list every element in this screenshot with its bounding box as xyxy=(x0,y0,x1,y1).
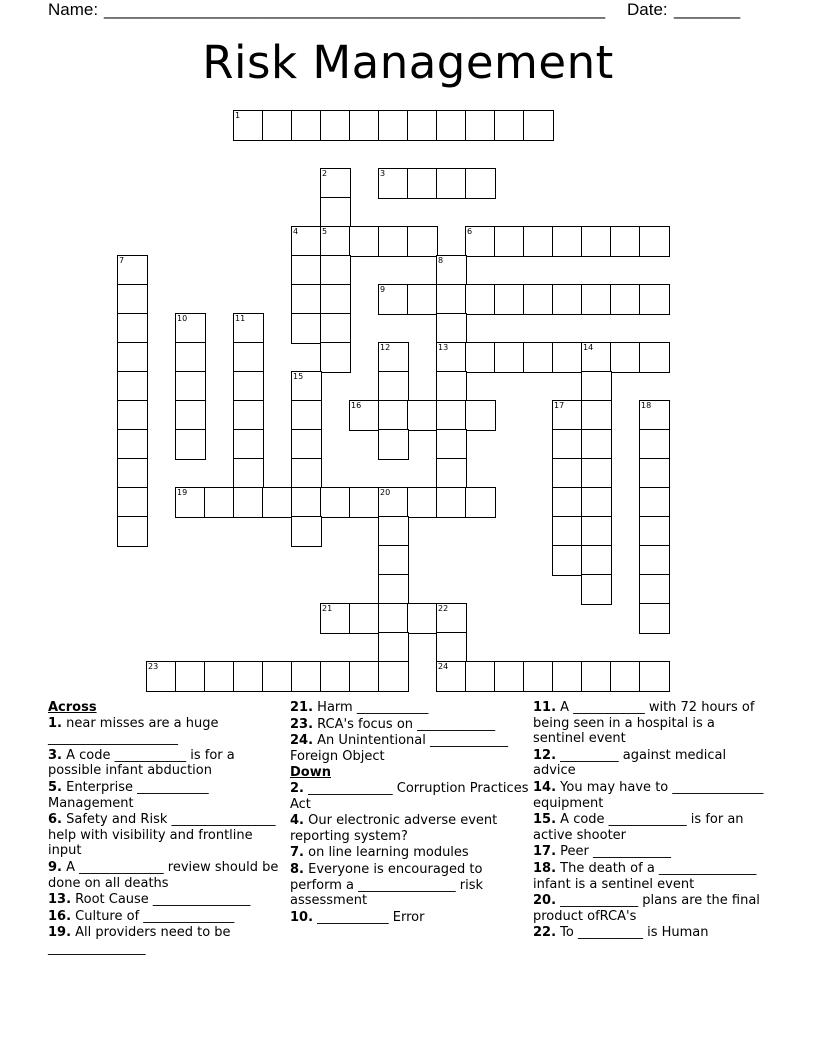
grid-cell[interactable] xyxy=(291,429,322,460)
grid-cell[interactable] xyxy=(378,603,409,634)
grid-cell[interactable] xyxy=(349,603,380,634)
grid-cell[interactable] xyxy=(436,400,467,431)
clue-number: 3 xyxy=(380,169,386,178)
grid-cell[interactable] xyxy=(291,487,322,518)
clue-item-number: 16. xyxy=(48,908,72,924)
clue-number: 16 xyxy=(351,401,362,410)
clue-item-number: 9. xyxy=(48,859,62,875)
clues-column-3 xyxy=(533,700,765,942)
grid-cell[interactable] xyxy=(175,429,206,460)
grid-cell[interactable] xyxy=(465,342,496,373)
grid-cell[interactable] xyxy=(552,284,583,315)
grid-cell[interactable] xyxy=(639,458,670,489)
clue-item xyxy=(533,844,765,860)
grid-cell[interactable] xyxy=(320,603,351,634)
grid-cell[interactable] xyxy=(436,661,467,692)
clue-item xyxy=(48,716,288,747)
grid-cell[interactable] xyxy=(494,110,525,141)
clues-column-1 xyxy=(48,700,288,958)
clue-item-text: _____________ Corruption Practices Act xyxy=(290,780,529,812)
grid-cell[interactable] xyxy=(117,371,148,402)
clue-item-text: Harm ___________ xyxy=(313,700,429,715)
clue-number: 4 xyxy=(293,227,299,236)
grid-cell[interactable] xyxy=(552,226,583,257)
grid-cell[interactable] xyxy=(378,342,409,373)
grid-cell[interactable] xyxy=(581,284,612,315)
grid-cell[interactable] xyxy=(581,226,612,257)
grid-cell[interactable] xyxy=(465,110,496,141)
clue-number: 18 xyxy=(641,401,652,410)
clues-column-2 xyxy=(290,700,530,926)
clue-number: 17 xyxy=(554,401,565,410)
grid-cell[interactable] xyxy=(465,661,496,692)
grid-cell[interactable] xyxy=(233,400,264,431)
clue-item xyxy=(533,780,765,811)
grid-cell[interactable] xyxy=(378,545,409,576)
clue-number: 19 xyxy=(177,488,188,497)
clue-item-text: A _____________ review should be done on all deaths xyxy=(48,859,279,891)
grid-cell[interactable] xyxy=(320,226,351,257)
clue-item-number: 4. xyxy=(290,813,304,829)
grid-cell[interactable] xyxy=(175,342,206,373)
grid-cell[interactable] xyxy=(610,284,641,315)
grid-cell[interactable] xyxy=(233,313,264,344)
across-clue-list xyxy=(48,716,288,957)
grid-cell[interactable] xyxy=(465,168,496,199)
grid-cell[interactable] xyxy=(262,661,293,692)
grid-cell[interactable] xyxy=(349,487,380,518)
grid-cell[interactable] xyxy=(233,429,264,460)
grid-cell[interactable] xyxy=(291,516,322,547)
grid-cell[interactable] xyxy=(523,342,554,373)
clue-number: 5 xyxy=(322,227,328,236)
clue-item-number: 14. xyxy=(533,779,557,795)
clue-item xyxy=(533,700,765,747)
grid-cell[interactable] xyxy=(581,458,612,489)
clue-item-number: 13. xyxy=(48,892,72,908)
grid-cell[interactable] xyxy=(436,284,467,315)
grid-cell[interactable] xyxy=(465,284,496,315)
clue-item-text: _________ against medical advice xyxy=(533,747,727,779)
down-heading: Down xyxy=(290,765,331,781)
clue-item xyxy=(48,925,288,956)
clue-item-text: Our electronic adverse event reporting system? xyxy=(290,813,498,844)
grid-cell[interactable] xyxy=(407,284,438,315)
clue-number: 9 xyxy=(380,285,386,294)
clue-item xyxy=(48,860,288,891)
page-title: Risk Management xyxy=(202,36,614,89)
clue-item-text: An Unintentional ____________ Foreign Object xyxy=(290,733,508,764)
grid-cell[interactable] xyxy=(523,110,554,141)
grid-cell[interactable] xyxy=(639,516,670,547)
grid-cell[interactable] xyxy=(378,661,409,692)
clue-item-number: 6. xyxy=(48,812,62,828)
grid-cell[interactable] xyxy=(581,516,612,547)
clue-number: 23 xyxy=(148,662,159,671)
grid-cell[interactable] xyxy=(175,661,206,692)
grid-cell[interactable] xyxy=(378,371,409,402)
clue-item xyxy=(48,780,288,811)
clue-item-text: ____________ plans are the final product ofRCA's xyxy=(533,893,760,924)
grid-cell[interactable] xyxy=(233,110,264,141)
clue-item-text: A code ____________ is for an active shooter xyxy=(533,812,744,843)
grid-cell[interactable] xyxy=(465,226,496,257)
grid-cell[interactable] xyxy=(175,487,206,518)
grid-cell[interactable] xyxy=(378,226,409,257)
grid-cell[interactable] xyxy=(117,342,148,373)
down-clue-list xyxy=(290,781,530,925)
grid-cell[interactable] xyxy=(233,371,264,402)
grid-cell[interactable] xyxy=(436,371,467,402)
grid-cell[interactable] xyxy=(581,342,612,373)
grid-cell[interactable] xyxy=(320,313,351,344)
grid-cell[interactable] xyxy=(349,226,380,257)
grid-cell[interactable] xyxy=(494,661,525,692)
grid-cell[interactable] xyxy=(465,400,496,431)
grid-cell[interactable] xyxy=(436,168,467,199)
grid-cell[interactable] xyxy=(436,313,467,344)
grid-cell[interactable] xyxy=(117,458,148,489)
grid-cell[interactable] xyxy=(291,226,322,257)
grid-cell[interactable] xyxy=(436,487,467,518)
clue-item-number: 10. xyxy=(290,909,314,925)
grid-cell[interactable] xyxy=(523,226,554,257)
grid-cell[interactable] xyxy=(523,284,554,315)
grid-cell[interactable] xyxy=(291,284,322,315)
grid-cell[interactable] xyxy=(291,661,322,692)
clue-item-text: Culture of ______________ xyxy=(71,908,235,924)
grid-cell[interactable] xyxy=(320,255,351,286)
clue-number: 11 xyxy=(235,314,246,323)
grid-cell[interactable] xyxy=(262,487,293,518)
clue-item xyxy=(290,813,530,844)
clue-item xyxy=(290,733,530,764)
clue-item xyxy=(48,892,288,908)
grid-cell[interactable] xyxy=(320,110,351,141)
clue-item-number: 11. xyxy=(533,700,557,715)
grid-cell[interactable] xyxy=(552,545,583,576)
grid-cell[interactable] xyxy=(233,661,264,692)
clue-number: 21 xyxy=(322,604,333,613)
clue-item-text: Peer ____________ xyxy=(556,844,672,860)
clue-item-text: Enterprise ___________ Management xyxy=(48,779,209,811)
grid-cell[interactable] xyxy=(291,458,322,489)
grid-cell[interactable] xyxy=(320,342,351,373)
grid-cell[interactable] xyxy=(581,487,612,518)
clue-item-number: 20. xyxy=(533,893,557,909)
grid-cell[interactable] xyxy=(117,313,148,344)
clue-number: 1 xyxy=(235,111,241,120)
across-heading: Across xyxy=(48,700,97,715)
grid-cell[interactable] xyxy=(291,371,322,402)
grid-cell[interactable] xyxy=(117,487,148,518)
grid-cell[interactable] xyxy=(552,516,583,547)
clue-item xyxy=(290,781,530,812)
grid-cell[interactable] xyxy=(436,429,467,460)
grid-cell[interactable] xyxy=(407,400,438,431)
grid-cell[interactable] xyxy=(146,661,177,692)
grid-cell[interactable] xyxy=(204,661,235,692)
clue-item-text: RCA's focus on ____________ xyxy=(313,716,496,732)
clue-item xyxy=(48,748,288,779)
clue-number: 7 xyxy=(119,256,125,265)
grid-cell[interactable] xyxy=(204,487,235,518)
grid-cell[interactable] xyxy=(320,661,351,692)
grid-cell[interactable] xyxy=(639,661,670,692)
name-label: Name: xyxy=(48,0,99,19)
grid-cell[interactable] xyxy=(639,487,670,518)
clue-item-number: 3. xyxy=(48,747,62,763)
clue-item-text: You may have to ______________ equipment xyxy=(533,779,764,811)
grid-cell[interactable] xyxy=(117,284,148,315)
clue-item xyxy=(48,909,288,925)
grid-cell[interactable] xyxy=(320,487,351,518)
grid-cell[interactable] xyxy=(639,226,670,257)
date-label: Date: xyxy=(627,0,668,19)
grid-cell[interactable] xyxy=(436,458,467,489)
clue-item-number: 21. xyxy=(290,700,314,715)
clue-number: 12 xyxy=(380,343,391,352)
grid-cell[interactable] xyxy=(175,400,206,431)
grid-cell[interactable] xyxy=(175,313,206,344)
clue-number: 20 xyxy=(380,488,391,497)
clue-item-number: 19. xyxy=(48,925,72,941)
grid-cell[interactable] xyxy=(407,168,438,199)
grid-cell[interactable] xyxy=(639,574,670,605)
grid-cell[interactable] xyxy=(262,110,293,141)
grid-cell[interactable] xyxy=(291,400,322,431)
clue-item-text: near misses are a huge ____________________ xyxy=(48,715,219,747)
clue-item-number: 2. xyxy=(290,780,304,796)
clue-item-number: 1. xyxy=(48,715,62,731)
name-line[interactable]: _____________________________________________________ xyxy=(104,0,606,19)
grid-cell[interactable] xyxy=(639,284,670,315)
grid-cell[interactable] xyxy=(378,574,409,605)
grid-cell[interactable] xyxy=(175,371,206,402)
grid-cell[interactable] xyxy=(378,284,409,315)
grid-cell[interactable] xyxy=(639,545,670,576)
clue-item-text: A code ___________ is for a possible infant abduction xyxy=(48,747,235,779)
clue-number: 14 xyxy=(583,343,594,352)
grid-cell[interactable] xyxy=(233,487,264,518)
clue-number: 22 xyxy=(438,604,449,613)
clue-number: 15 xyxy=(293,372,304,381)
grid-cell[interactable] xyxy=(291,110,322,141)
grid-cell[interactable] xyxy=(639,603,670,634)
grid-cell[interactable] xyxy=(378,516,409,547)
clue-item xyxy=(533,861,765,892)
grid-cell[interactable] xyxy=(117,400,148,431)
grid-cell[interactable] xyxy=(117,255,148,286)
grid-cell[interactable] xyxy=(552,400,583,431)
grid-cell[interactable] xyxy=(494,284,525,315)
down-clue-list-continued xyxy=(533,700,765,941)
grid-cell[interactable] xyxy=(436,255,467,286)
grid-cell[interactable] xyxy=(552,661,583,692)
clue-item-number: 23. xyxy=(290,716,314,732)
clue-item-text: on line learning modules xyxy=(303,845,469,861)
clue-item-text: Everyone is encouraged to perform a _______________ risk assessment xyxy=(290,861,484,909)
grid-cell[interactable] xyxy=(349,661,380,692)
clue-item xyxy=(290,862,530,909)
clue-item xyxy=(533,893,765,924)
grid-cell[interactable] xyxy=(407,603,438,634)
clue-item-number: 7. xyxy=(290,845,304,861)
grid-cell[interactable] xyxy=(233,342,264,373)
clue-item-number: 8. xyxy=(290,861,304,877)
clue-item-number: 12. xyxy=(533,747,557,763)
grid-cell[interactable] xyxy=(378,400,409,431)
grid-cell[interactable] xyxy=(465,487,496,518)
grid-cell[interactable] xyxy=(378,168,409,199)
grid-cell[interactable] xyxy=(552,342,583,373)
grid-cell[interactable] xyxy=(117,429,148,460)
grid-cell[interactable] xyxy=(349,110,380,141)
grid-cell[interactable] xyxy=(639,429,670,460)
grid-cell[interactable] xyxy=(610,342,641,373)
clue-item-text: All providers need to be _______________ xyxy=(48,925,231,956)
clue-number: 13 xyxy=(438,343,449,352)
grid-cell[interactable] xyxy=(378,429,409,460)
clue-item xyxy=(290,700,530,716)
grid-cell[interactable] xyxy=(407,487,438,518)
clue-item-number: 18. xyxy=(533,860,557,876)
clue-item-number: 15. xyxy=(533,812,557,828)
grid-cell[interactable] xyxy=(320,197,351,228)
clue-item-text: Root Cause _______________ xyxy=(71,892,251,908)
grid-cell[interactable] xyxy=(552,487,583,518)
grid-cell[interactable] xyxy=(581,545,612,576)
grid-cell[interactable] xyxy=(581,429,612,460)
clue-number: 24 xyxy=(438,662,449,671)
grid-cell[interactable] xyxy=(436,110,467,141)
clue-item xyxy=(48,812,288,859)
clue-number: 10 xyxy=(177,314,188,323)
clue-item-text: A ___________ with 72 hours of being seen in a hospital is a sentinel event xyxy=(533,700,755,747)
grid-cell[interactable] xyxy=(320,284,351,315)
clue-item-text: To __________ is Human xyxy=(556,925,709,941)
clue-item-text: ___________ Error xyxy=(313,909,425,925)
grid-cell[interactable] xyxy=(349,400,380,431)
grid-cell[interactable] xyxy=(581,371,612,402)
grid-cell[interactable] xyxy=(494,226,525,257)
grid-cell[interactable] xyxy=(494,342,525,373)
grid-cell[interactable] xyxy=(639,342,670,373)
clue-item-number: 24. xyxy=(290,733,314,749)
grid-cell[interactable] xyxy=(378,110,409,141)
grid-cell[interactable] xyxy=(320,168,351,199)
grid-cell[interactable] xyxy=(378,632,409,663)
grid-cell[interactable] xyxy=(436,342,467,373)
clue-item-text: The death of a _______________ infant is a sentinel event xyxy=(533,860,757,892)
clue-item xyxy=(290,845,530,861)
grid-cell[interactable] xyxy=(610,661,641,692)
grid-cell[interactable] xyxy=(407,226,438,257)
grid-cell[interactable] xyxy=(552,458,583,489)
clue-item-number: 22. xyxy=(533,925,557,941)
clue-item xyxy=(290,717,530,733)
grid-cell[interactable] xyxy=(581,574,612,605)
clue-item-number: 17. xyxy=(533,844,557,860)
grid-cell[interactable] xyxy=(233,458,264,489)
across-clue-list-continued xyxy=(290,700,530,764)
clue-number: 8 xyxy=(438,256,444,265)
grid-cell[interactable] xyxy=(436,603,467,634)
clue-item-text: Safety and Risk ________________ help with visibility and frontline input xyxy=(48,812,276,859)
grid-cell[interactable] xyxy=(639,400,670,431)
grid-cell[interactable] xyxy=(407,110,438,141)
grid-cell[interactable] xyxy=(117,516,148,547)
clue-item xyxy=(533,748,765,779)
grid-cell[interactable] xyxy=(581,661,612,692)
grid-cell[interactable] xyxy=(552,429,583,460)
grid-cell[interactable] xyxy=(610,226,641,257)
grid-cell[interactable] xyxy=(436,632,467,663)
grid-cell[interactable] xyxy=(291,313,322,344)
clue-item-number: 5. xyxy=(48,779,62,795)
grid-cell[interactable] xyxy=(581,400,612,431)
grid-cell[interactable] xyxy=(378,487,409,518)
grid-cell[interactable] xyxy=(291,255,322,286)
clue-item xyxy=(533,925,765,941)
clue-number: 6 xyxy=(467,227,473,236)
clue-item xyxy=(533,812,765,843)
clue-number: 2 xyxy=(322,169,328,178)
clue-item xyxy=(290,910,530,926)
date-line[interactable]: _______ xyxy=(674,0,741,19)
grid-cell[interactable] xyxy=(523,661,554,692)
